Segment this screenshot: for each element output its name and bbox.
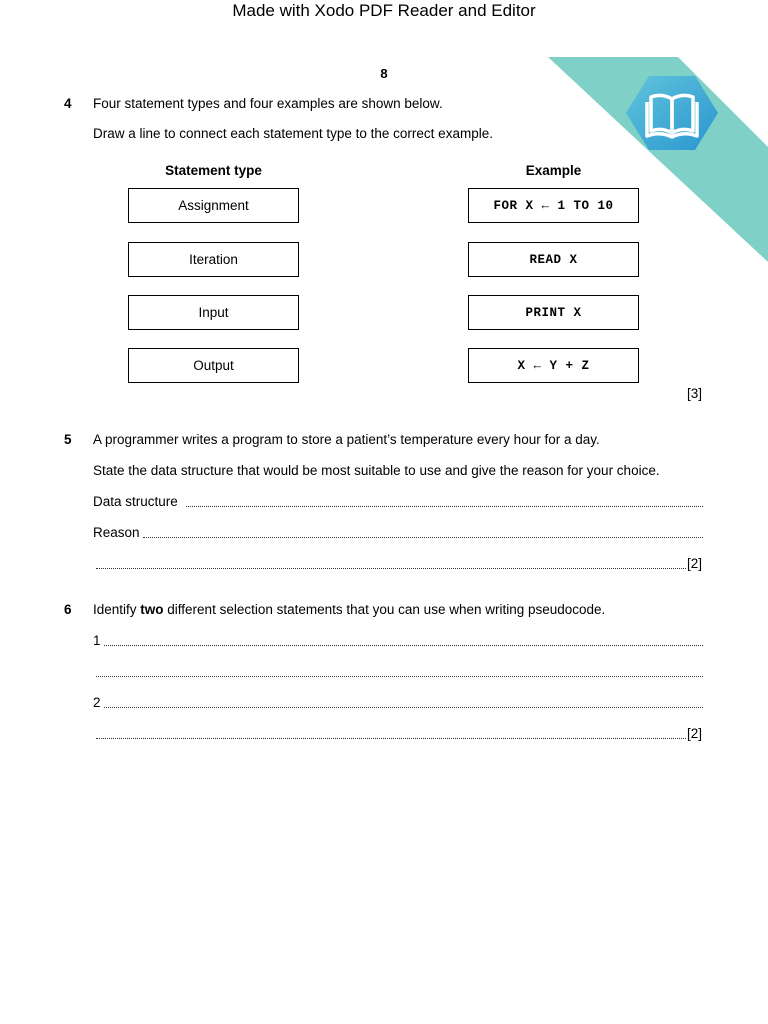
reason-answer-line[interactable] xyxy=(143,537,703,538)
q4-instruction: Draw a line to connect each statement type to the correct example. xyxy=(93,126,493,141)
page-number: 8 xyxy=(380,66,388,81)
type-box-iteration[interactable]: Iteration xyxy=(128,242,299,277)
q5-instruction: State the data structure that would be most suitable to use and give the reason for your choice. xyxy=(93,463,660,478)
type-box-output[interactable]: Output xyxy=(128,348,299,383)
example-box-read[interactable]: READ X xyxy=(468,242,639,277)
q6-answer-2-line[interactable] xyxy=(104,707,703,708)
q5-number: 5 xyxy=(64,432,72,447)
example-box-for-loop[interactable]: FOR X ← 1 TO 10 xyxy=(468,188,639,223)
data-structure-label: Data structure xyxy=(93,494,178,509)
q6-marks: [2] xyxy=(687,726,703,741)
q4-intro: Four statement types and four examples are shown below. xyxy=(93,96,443,111)
example-box-assign[interactable]: X ← Y + Z xyxy=(468,348,639,383)
reason-label: Reason xyxy=(93,525,140,540)
type-box-input[interactable]: Input xyxy=(128,295,299,330)
watermark-banner: Made with Xodo PDF Reader and Editor xyxy=(232,1,536,20)
q4-number: 4 xyxy=(64,96,72,111)
q6-answer-1-line[interactable] xyxy=(104,645,703,646)
q6-answer-2-line-2[interactable] xyxy=(96,738,686,739)
q6-answer-1-label: 1 xyxy=(93,633,101,648)
data-structure-answer-line[interactable] xyxy=(186,506,703,507)
q4-marks: [3] xyxy=(687,386,703,401)
statement-type-heading: Statement type xyxy=(165,163,262,178)
q5-text: A programmer writes a program to store a patient’s temperature every hour for a day. xyxy=(93,432,600,447)
corner-book-logo xyxy=(548,57,768,262)
reason-answer-line-2[interactable] xyxy=(96,568,686,569)
q5-marks: [2] xyxy=(687,556,703,571)
type-box-assignment[interactable]: Assignment xyxy=(128,188,299,223)
example-box-print[interactable]: PRINT X xyxy=(468,295,639,330)
example-heading: Example xyxy=(525,163,582,178)
q6-text: Identify two different selection statements that you can use when writing pseudocode. xyxy=(93,602,606,617)
q6-number: 6 xyxy=(64,602,72,617)
q6-answer-1-line-2[interactable] xyxy=(96,676,703,677)
q6-answer-2-label: 2 xyxy=(93,695,101,710)
